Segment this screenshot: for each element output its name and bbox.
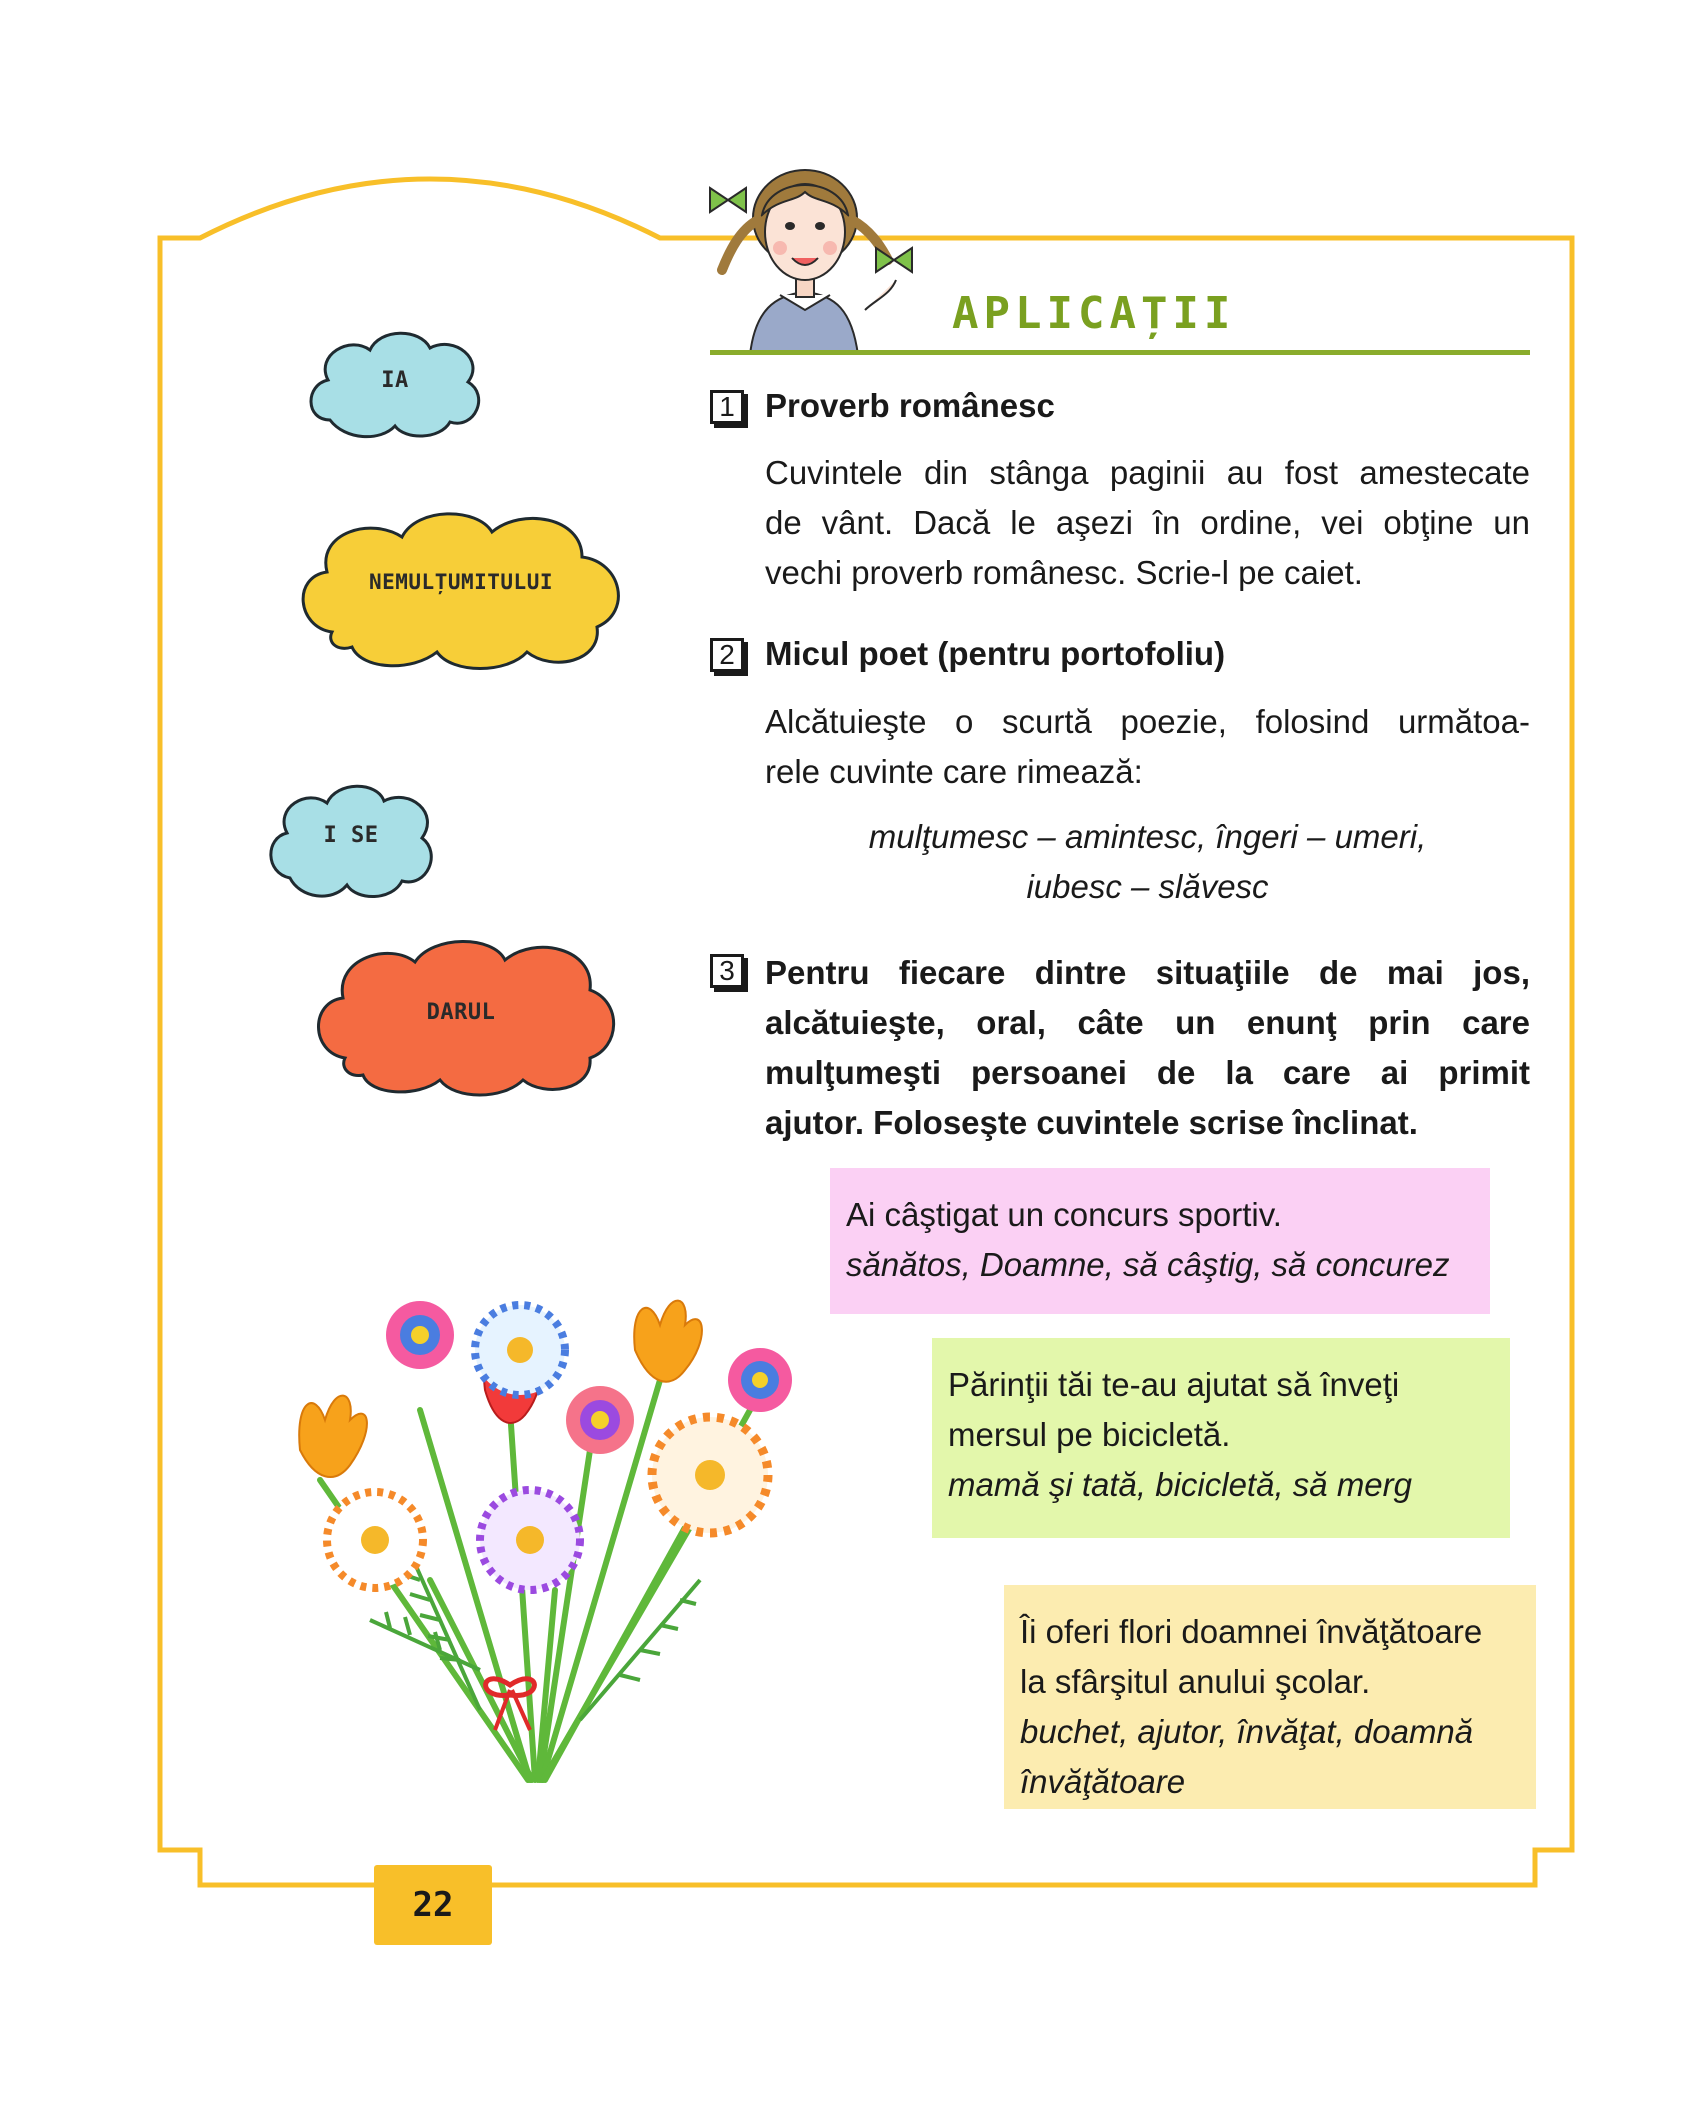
text-line: alcătuieşte, oral, câte un enunţ prin care (765, 1004, 1530, 1041)
text-line: ajutor. Foloseşte cuvintele scrise înclinat. (765, 1104, 1418, 1141)
page-number-badge (374, 1865, 492, 1945)
word-cloud-nemultumitului (292, 502, 630, 674)
section-heading: APLICAȚII (952, 288, 1236, 339)
text-line: mulţumeşti persoanei de la care ai primit (765, 1054, 1530, 1091)
word-cloud-ia (300, 320, 490, 445)
situation-words: învăţătoare (1020, 1763, 1186, 1800)
situation-text: mersul pe bicicletă. (948, 1416, 1231, 1453)
situation-text: Ai câştigat un concurs sportiv. (846, 1196, 1282, 1233)
task-number-3: 3 (710, 954, 744, 988)
cloud-word: NEMULȚUMITULUI (368, 570, 553, 594)
task-1-text (765, 448, 1530, 598)
task-title-2: Micul poet (pentru portofoliu) (765, 635, 1226, 672)
situation-words: sănătos, Doamne, să câştig, să concurez (846, 1246, 1450, 1283)
situation-text: Părinţii tăi te-au ajutat să înveţi (948, 1366, 1400, 1403)
word-cloud-darul (305, 930, 617, 1098)
girl-illustration (700, 160, 920, 355)
text-line: Pentru fiecare dintre situaţiile de mai jos, (765, 954, 1530, 991)
task-2-text (765, 697, 1530, 797)
situation-words: buchet, ajutor, învăţat, doamnă (1020, 1713, 1474, 1750)
text-line: Cuvintele din stânga paginii au fost amestecate (765, 454, 1530, 491)
rhyme-line: iubesc – slăvesc (1026, 868, 1269, 905)
cloud-word: IA (381, 368, 409, 393)
text-line: de vânt. Dacă le aşezi în ordine, vei obţine un (765, 504, 1530, 541)
situation-text: Îi oferi flori doamnei învăţătoare (1020, 1613, 1483, 1650)
task-number-2: 2 (710, 638, 744, 672)
task-title-1: Proverb românesc (765, 387, 1055, 424)
rhyme-line: mulţumesc – amintesc, îngeri – umeri, (868, 818, 1427, 855)
situation-words: mamă şi tată, bicicletă, să merg (948, 1466, 1412, 1503)
situation-box-2 (932, 1338, 1510, 1538)
cloud-word: DARUL (426, 1000, 496, 1025)
flower-bouquet-illustration (280, 1290, 800, 1790)
situation-text: la sfârşitul anului şcolar. (1020, 1663, 1371, 1700)
rhyming-words (765, 812, 1530, 912)
situation-box-3 (1004, 1585, 1536, 1809)
page-number: 22 (412, 1885, 454, 1925)
heading-underline (710, 350, 1530, 355)
situation-box-1 (830, 1168, 1490, 1314)
text-line: vechi proverb românesc. Scrie-l pe caiet. (765, 554, 1363, 591)
text-line: Alcătuieşte o scurtă poezie, folosind următoa- (765, 703, 1530, 740)
text-line: rele cuvinte care rimează: (765, 753, 1143, 790)
task-number-1: 1 (710, 390, 744, 424)
cloud-word: I SE (323, 823, 379, 848)
task-title-3 (765, 948, 1530, 1148)
word-cloud-i-se (262, 773, 440, 905)
